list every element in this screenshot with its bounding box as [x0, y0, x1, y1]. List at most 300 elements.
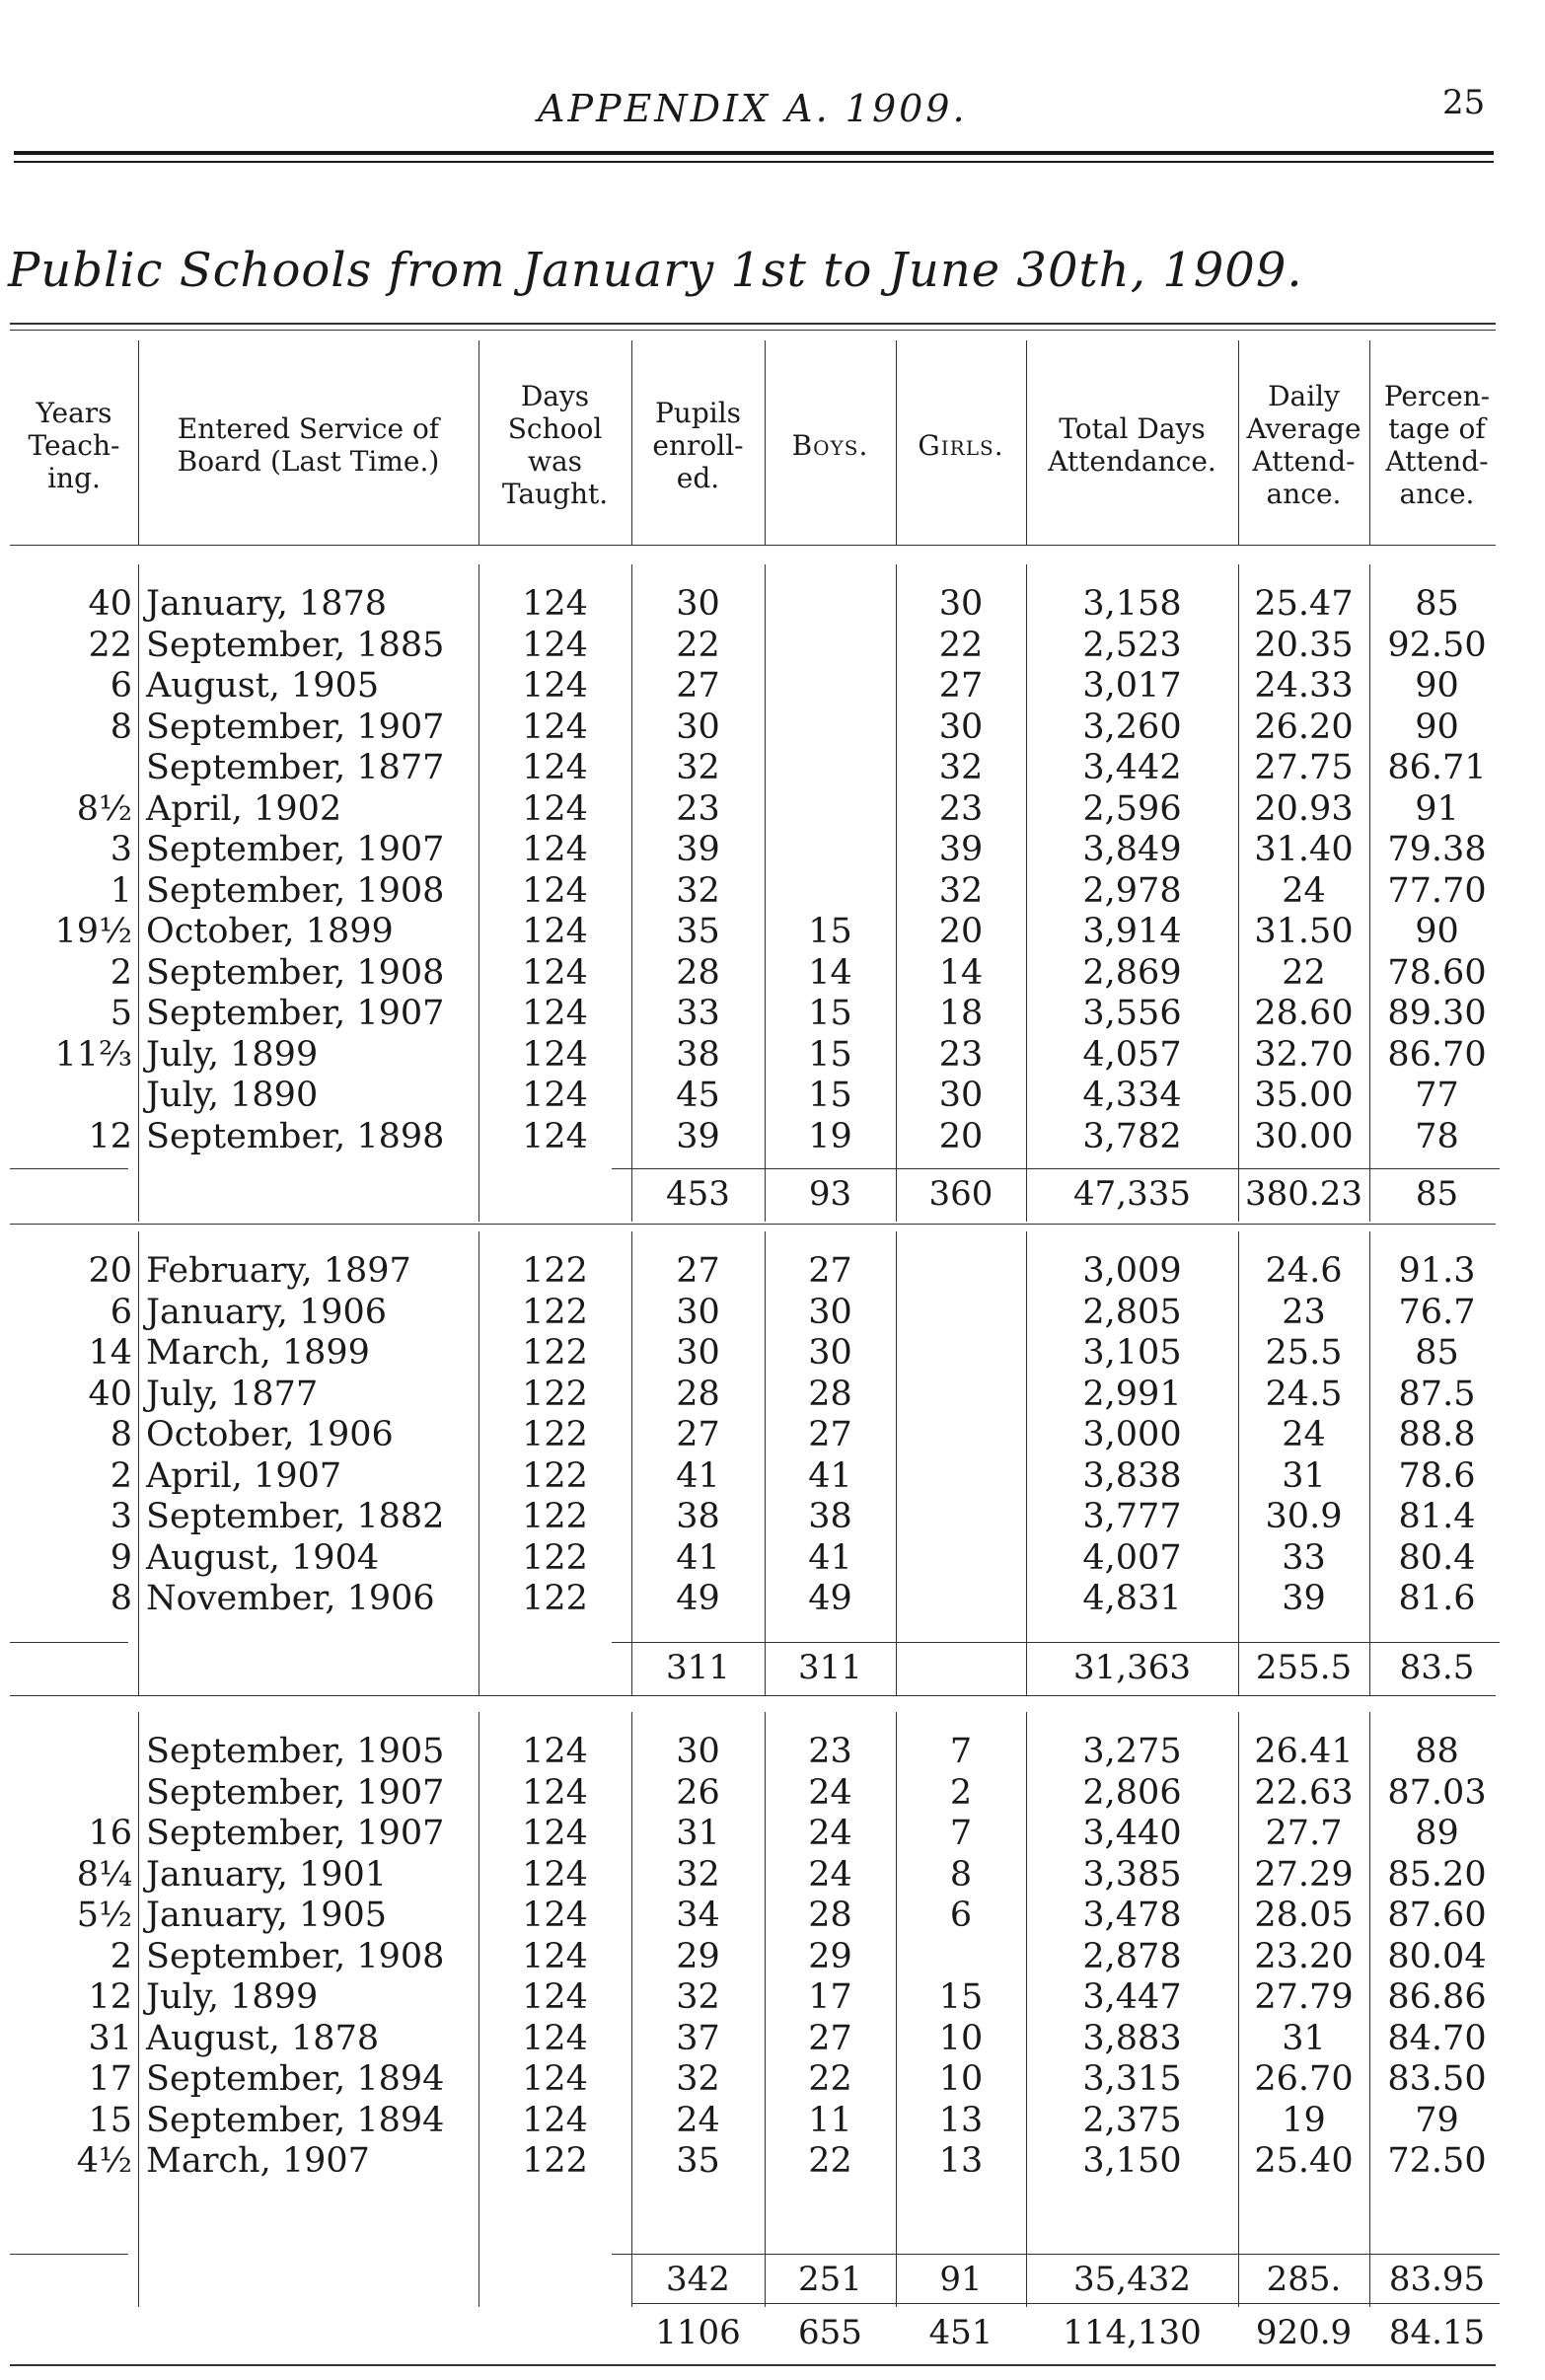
cell-boys: 28: [808, 1896, 852, 1935]
cell-daily-avg: 20.93: [1254, 788, 1354, 829]
cell-girls: 32: [938, 748, 984, 787]
cell-girls: 30: [938, 707, 984, 747]
cell-percentage: 92.50: [1387, 625, 1487, 665]
cell-years: 40: [88, 1374, 132, 1414]
cell-total-days: 3,150: [1082, 2141, 1182, 2181]
cell-years: 16: [88, 1814, 132, 1853]
cell-years: 8½: [76, 788, 132, 829]
cell-daily-avg: 20.35: [1254, 625, 1354, 665]
cell-years: 8: [110, 1415, 132, 1454]
column-rule: [138, 564, 139, 1222]
column-header-label: Days School was Taught.: [501, 380, 609, 510]
cell-entered: September, 1907: [146, 707, 445, 747]
total-boys: 655: [798, 2313, 862, 2352]
cell-percentage: 85: [1415, 584, 1459, 624]
cell-days: 124: [522, 1772, 588, 1813]
cell-percentage: 80.4: [1398, 1537, 1476, 1578]
cell-boys: 27: [808, 2018, 852, 2058]
cell-boys: 27: [808, 1251, 852, 1291]
cell-entered: February, 1897: [146, 1251, 411, 1291]
cell-girls: 10: [938, 2059, 984, 2099]
cell-days: 124: [522, 1732, 588, 1771]
cell-days: 122: [522, 1333, 588, 1373]
cell-pupils: 28: [676, 1374, 720, 1414]
head-rule-thin: [14, 161, 1494, 163]
cell-pupils: 32: [676, 870, 720, 911]
cell-boys: 41: [808, 1537, 852, 1578]
cell-boys: 15: [808, 994, 852, 1033]
cell-entered: January, 1905: [146, 1896, 388, 1935]
group-end-rule: [10, 1695, 1496, 1696]
total-percentage: 85: [1415, 1174, 1459, 1214]
subtotal-rule: [612, 1168, 1500, 1169]
cell-days: 124: [522, 748, 588, 787]
cell-daily-avg: 31.40: [1254, 830, 1354, 869]
cell-entered: October, 1906: [146, 1415, 394, 1454]
cell-percentage: 79: [1415, 2100, 1459, 2140]
cell-boys: 14: [808, 952, 852, 993]
cell-daily-avg: 26.41: [1254, 1732, 1354, 1771]
cell-pupils: 23: [676, 788, 720, 829]
cell-percentage: 78.6: [1398, 1455, 1476, 1496]
column-rule: [896, 340, 897, 545]
cell-total-days: 4,334: [1082, 1076, 1182, 1115]
cell-years: 14: [88, 1333, 132, 1373]
column-rule: [631, 340, 632, 545]
running-head: [0, 83, 1545, 136]
group-end-rule: [10, 1224, 1496, 1225]
cell-pupils: 32: [676, 1854, 720, 1895]
cell-pupils: 30: [676, 1732, 720, 1771]
cell-boys: 30: [808, 1292, 852, 1332]
cell-years: 11⅔: [54, 1034, 132, 1075]
cell-entered: August, 1878: [146, 2018, 380, 2058]
cell-daily-avg: 27.7: [1265, 1814, 1343, 1853]
cell-percentage: 78.60: [1387, 952, 1487, 993]
column-header-daily-avg: [1238, 345, 1369, 545]
cell-girls: 10: [938, 2018, 984, 2058]
cell-pupils: 27: [676, 666, 720, 706]
cell-percentage: 86.71: [1387, 748, 1487, 787]
column-rule: [765, 340, 766, 545]
column-header-label: Total Days Attendance.: [1048, 412, 1216, 478]
total-boys: 93: [808, 1174, 852, 1214]
cell-percentage: 87.5: [1398, 1374, 1476, 1414]
cell-percentage: 85: [1415, 1333, 1459, 1373]
cell-days: 124: [522, 707, 588, 747]
cell-girls: 6: [949, 1896, 973, 1935]
cell-total-days: 3,105: [1082, 1333, 1182, 1373]
cell-daily-avg: 25.5: [1265, 1333, 1343, 1373]
cell-daily-avg: 31: [1282, 1455, 1326, 1496]
cell-days: 124: [522, 2100, 588, 2140]
cell-pupils: 33: [676, 994, 720, 1033]
column-header-years: [10, 345, 138, 545]
cell-boys: 24: [808, 1854, 852, 1895]
cell-total-days: 3,385: [1082, 1854, 1182, 1895]
cell-entered: September, 1877: [146, 748, 445, 787]
cell-entered: August, 1904: [146, 1537, 380, 1578]
cell-entered: January, 1901: [146, 1854, 388, 1895]
cell-daily-avg: 28.05: [1254, 1896, 1354, 1935]
column-header-label: Boys.: [791, 428, 869, 462]
appendix-title: APPENDIX A. 1909.: [538, 87, 968, 130]
column-header-label: Girls.: [918, 428, 1004, 462]
cell-days: 124: [522, 625, 588, 665]
cell-percentage: 79.38: [1387, 830, 1487, 869]
cell-girls: 18: [938, 994, 984, 1033]
cell-entered: April, 1902: [146, 788, 342, 829]
cell-boys: 29: [808, 1936, 852, 1976]
cell-entered: October, 1899: [146, 912, 394, 951]
cell-entered: August, 1905: [146, 666, 380, 706]
cell-entered: March, 1907: [146, 2141, 370, 2181]
cell-total-days: 3,275: [1082, 1732, 1182, 1771]
cell-girls: 30: [938, 1076, 984, 1115]
cell-girls: 13: [938, 2100, 984, 2140]
cell-days: 124: [522, 666, 588, 706]
cell-total-days: 3,556: [1082, 994, 1182, 1033]
cell-years: 8: [110, 1579, 132, 1618]
cell-percentage: 85.20: [1387, 1854, 1487, 1895]
cell-girls: 30: [938, 584, 984, 624]
column-rule: [1238, 340, 1239, 545]
cell-girls: 32: [938, 870, 984, 911]
cell-entered: September, 1882: [146, 1497, 445, 1536]
total-boys: 251: [798, 2260, 862, 2299]
table-top-rule: [10, 330, 1496, 331]
cell-entered: September, 1894: [146, 2059, 445, 2099]
cell-days: 124: [522, 2018, 588, 2058]
cell-pupils: 34: [676, 1896, 720, 1935]
cell-total-days: 3,447: [1082, 1977, 1182, 2017]
subtotal-rule-left: [10, 1168, 128, 1169]
cell-boys: 15: [808, 912, 852, 951]
cell-pupils: 45: [676, 1076, 720, 1115]
cell-boys: 15: [808, 1034, 852, 1075]
cell-total-days: 3,017: [1082, 666, 1182, 706]
table-caption: Public Schools from January 1st to June 30th, 1909.: [8, 243, 1303, 298]
cell-daily-avg: 24.33: [1254, 666, 1354, 706]
cell-pupils: 26: [676, 1772, 720, 1813]
cell-daily-avg: 22.63: [1254, 1772, 1354, 1813]
total-girls: 451: [928, 2313, 993, 2352]
cell-total-days: 2,978: [1082, 870, 1182, 911]
cell-entered: September, 1885: [146, 625, 445, 665]
cell-boys: 28: [808, 1374, 852, 1414]
cell-entered: September, 1905: [146, 1732, 445, 1771]
cell-percentage: 86.86: [1387, 1977, 1487, 2017]
cell-girls: 20: [938, 912, 984, 951]
cell-boys: 11: [808, 2100, 852, 2140]
cell-pupils: 41: [676, 1455, 720, 1496]
cell-girls: 13: [938, 2141, 984, 2181]
cell-days: 124: [522, 870, 588, 911]
cell-girls: 20: [938, 1116, 984, 1156]
cell-percentage: 91.3: [1398, 1251, 1476, 1291]
cell-percentage: 88.8: [1398, 1415, 1476, 1454]
cell-pupils: 32: [676, 2059, 720, 2099]
cell-total-days: 3,009: [1082, 1251, 1182, 1291]
column-rule: [138, 1231, 139, 1695]
total-pupils: 453: [666, 1174, 730, 1214]
cell-days: 122: [522, 1579, 588, 1618]
cell-years: 12: [88, 1116, 132, 1156]
cell-entered: September, 1908: [146, 870, 445, 911]
cell-boys: 30: [808, 1333, 852, 1373]
total-daily-avg: 285.: [1266, 2260, 1342, 2299]
cell-total-days: 2,523: [1082, 625, 1182, 665]
total-pupils: 342: [666, 2260, 730, 2299]
cell-girls: 15: [938, 1977, 984, 2017]
column-header-label: Daily Average Attend-ance.: [1246, 380, 1361, 510]
cell-days: 124: [522, 1977, 588, 2017]
cell-pupils: 39: [676, 830, 720, 869]
cell-percentage: 76.7: [1398, 1292, 1476, 1332]
cell-entered: September, 1907: [146, 1814, 445, 1853]
cell-daily-avg: 26.20: [1254, 707, 1354, 747]
column-header-girls: [896, 345, 1026, 545]
cell-pupils: 28: [676, 952, 720, 993]
cell-years: 17: [88, 2059, 132, 2099]
cell-daily-avg: 24.5: [1265, 1374, 1343, 1414]
cell-percentage: 81.6: [1398, 1579, 1476, 1618]
cell-days: 122: [522, 1251, 588, 1291]
cell-percentage: 77: [1415, 1076, 1459, 1115]
cell-percentage: 90: [1415, 707, 1459, 747]
cell-daily-avg: 30.00: [1254, 1116, 1354, 1156]
cell-girls: 27: [938, 666, 984, 706]
cell-entered: September, 1894: [146, 2100, 445, 2140]
cell-daily-avg: 22: [1282, 952, 1326, 993]
cell-years: 31: [88, 2018, 132, 2058]
cell-years: 5½: [76, 1896, 132, 1935]
cell-entered: September, 1907: [146, 830, 445, 869]
total-girls: 91: [939, 2260, 983, 2299]
cell-pupils: 30: [676, 707, 720, 747]
head-rule: [14, 151, 1494, 155]
grand-total-rule: [631, 2303, 1500, 2304]
cell-daily-avg: 39: [1282, 1579, 1326, 1618]
cell-years: 3: [110, 830, 132, 869]
cell-years: 20: [88, 1251, 132, 1291]
cell-days: 124: [522, 1076, 588, 1115]
cell-daily-avg: 33: [1282, 1537, 1326, 1578]
cell-days: 122: [522, 1497, 588, 1536]
cell-pupils: 38: [676, 1034, 720, 1075]
column-header-label: Pupils enroll-ed.: [652, 396, 744, 494]
cell-total-days: 4,057: [1082, 1034, 1182, 1075]
cell-percentage: 91: [1415, 788, 1459, 829]
cell-daily-avg: 27.79: [1254, 1977, 1354, 2017]
cell-entered: September, 1907: [146, 994, 445, 1033]
cell-girls: 39: [938, 830, 984, 869]
total-daily-avg: 920.9: [1255, 2313, 1353, 2352]
cell-percentage: 89: [1415, 1814, 1459, 1853]
cell-entered: September, 1898: [146, 1116, 445, 1156]
cell-boys: 17: [808, 1977, 852, 2017]
column-header-label: Entered Service of Board (Last Time.): [177, 412, 440, 478]
cell-daily-avg: 25.40: [1254, 2141, 1354, 2181]
cell-years: 6: [110, 1292, 132, 1332]
cell-pupils: 31: [676, 1814, 720, 1853]
cell-total-days: 3,260: [1082, 707, 1182, 747]
cell-total-days: 3,838: [1082, 1455, 1182, 1496]
total-total-days: 35,432: [1073, 2260, 1191, 2299]
cell-total-days: 3,315: [1082, 2059, 1182, 2099]
page-number: 25: [1442, 83, 1486, 122]
cell-total-days: 3,782: [1082, 1116, 1182, 1156]
subtotal-rule: [612, 2254, 1500, 2255]
cell-daily-avg: 31.50: [1254, 912, 1354, 951]
column-rule: [478, 340, 479, 545]
cell-days: 122: [522, 1415, 588, 1454]
cell-boys: 38: [808, 1497, 852, 1536]
cell-days: 124: [522, 1936, 588, 1976]
column-rule: [138, 340, 139, 545]
cell-daily-avg: 24.6: [1265, 1251, 1343, 1291]
cell-days: 124: [522, 1034, 588, 1075]
cell-total-days: 3,440: [1082, 1814, 1182, 1853]
cell-pupils: 37: [676, 2018, 720, 2058]
cell-pupils: 41: [676, 1537, 720, 1578]
column-header-label: Percen-tage of Attend-ance.: [1383, 380, 1491, 510]
cell-daily-avg: 23.20: [1254, 1936, 1354, 1976]
cell-daily-avg: 30.9: [1265, 1497, 1343, 1536]
cell-boys: 19: [808, 1116, 852, 1156]
cell-total-days: 3,000: [1082, 1415, 1182, 1454]
cell-days: 124: [522, 830, 588, 869]
total-daily-avg: 380.23: [1245, 1174, 1362, 1214]
cell-pupils: 22: [676, 625, 720, 665]
column-header-days: [478, 345, 631, 545]
cell-years: 8: [110, 707, 132, 747]
total-percentage: 83.95: [1388, 2260, 1486, 2299]
cell-total-days: 3,478: [1082, 1896, 1182, 1935]
cell-total-days: 2,991: [1082, 1374, 1182, 1414]
total-total-days: 114,130: [1063, 2313, 1202, 2352]
cell-days: 122: [522, 1455, 588, 1496]
cell-days: 124: [522, 788, 588, 829]
column-header-label: Years Teach-ing.: [28, 396, 120, 494]
cell-pupils: 27: [676, 1251, 720, 1291]
cell-years: 9: [110, 1537, 132, 1578]
total-pupils: 1106: [655, 2313, 741, 2352]
cell-girls: 22: [938, 625, 984, 665]
cell-entered: September, 1908: [146, 1936, 445, 1976]
cell-entered: July, 1890: [146, 1076, 319, 1115]
cell-boys: 15: [808, 1076, 852, 1115]
cell-days: 122: [522, 1292, 588, 1332]
cell-pupils: 38: [676, 1497, 720, 1536]
cell-entered: January, 1906: [146, 1292, 388, 1332]
total-pupils: 311: [666, 1648, 730, 1687]
cell-days: 122: [522, 2141, 588, 2181]
cell-daily-avg: 25.47: [1254, 584, 1354, 624]
cell-years: 1: [110, 870, 132, 911]
cell-daily-avg: 31: [1282, 2018, 1326, 2058]
header-bottom-rule: [10, 545, 1496, 546]
cell-years: 2: [110, 952, 132, 993]
cell-years: 4½: [76, 2141, 132, 2181]
cell-total-days: 4,007: [1082, 1537, 1182, 1578]
cell-daily-avg: 24: [1282, 1415, 1326, 1454]
cell-total-days: 3,777: [1082, 1497, 1182, 1536]
cell-years: 2: [110, 1455, 132, 1496]
cell-daily-avg: 24: [1282, 870, 1326, 911]
cell-entered: July, 1899: [146, 1034, 319, 1075]
cell-entered: April, 1907: [146, 1455, 342, 1496]
cell-pupils: 27: [676, 1415, 720, 1454]
total-total-days: 47,335: [1073, 1174, 1191, 1214]
cell-girls: 14: [938, 952, 984, 993]
cell-girls: 23: [938, 788, 984, 829]
cell-days: 124: [522, 994, 588, 1033]
cell-entered: September, 1907: [146, 1772, 445, 1813]
cell-total-days: 2,806: [1082, 1772, 1182, 1813]
cell-percentage: 72.50: [1387, 2141, 1487, 2181]
cell-percentage: 88: [1415, 1732, 1459, 1771]
cell-percentage: 84.70: [1387, 2018, 1487, 2058]
cell-percentage: 90: [1415, 912, 1459, 951]
cell-daily-avg: 26.70: [1254, 2059, 1354, 2099]
cell-entered: July, 1899: [146, 1977, 319, 2017]
cell-years: 8¼: [76, 1854, 132, 1895]
column-header-boys: [765, 345, 896, 545]
cell-pupils: 30: [676, 1333, 720, 1373]
cell-total-days: 3,883: [1082, 2018, 1182, 2058]
cell-percentage: 86.70: [1387, 1034, 1487, 1075]
cell-percentage: 78: [1415, 1116, 1459, 1156]
cell-years: 2: [110, 1936, 132, 1976]
cell-daily-avg: 35.00: [1254, 1076, 1354, 1115]
column-header-entered: [138, 345, 478, 545]
cell-girls: 8: [949, 1854, 973, 1895]
cell-total-days: 3,914: [1082, 912, 1182, 951]
cell-years: 12: [88, 1977, 132, 2017]
cell-days: 122: [522, 1374, 588, 1414]
total-percentage: 83.5: [1399, 1648, 1475, 1687]
cell-entered: July, 1877: [146, 1374, 319, 1414]
cell-entered: March, 1899: [146, 1333, 370, 1373]
cell-total-days: 2,375: [1082, 2100, 1182, 2140]
cell-years: 15: [88, 2100, 132, 2140]
cell-percentage: 80.04: [1387, 1936, 1487, 1976]
column-rule: [138, 1712, 139, 2307]
cell-entered: November, 1906: [146, 1579, 435, 1618]
cell-percentage: 87.60: [1387, 1896, 1487, 1935]
cell-boys: 24: [808, 1814, 852, 1853]
cell-girls: 7: [949, 1814, 973, 1853]
cell-boys: 23: [808, 1732, 852, 1771]
cell-total-days: 3,849: [1082, 830, 1182, 869]
cell-days: 124: [522, 2059, 588, 2099]
cell-days: 124: [522, 1896, 588, 1935]
column-header-total-days: [1026, 345, 1238, 545]
cell-total-days: 4,831: [1082, 1579, 1182, 1618]
cell-pupils: 49: [676, 1579, 720, 1618]
cell-days: 124: [522, 952, 588, 993]
cell-total-days: 3,158: [1082, 584, 1182, 624]
cell-years: 3: [110, 1497, 132, 1536]
cell-pupils: 35: [676, 2141, 720, 2181]
cell-pupils: 32: [676, 748, 720, 787]
cell-daily-avg: 23: [1282, 1292, 1326, 1332]
cell-total-days: 2,596: [1082, 788, 1182, 829]
total-daily-avg: 255.5: [1255, 1648, 1353, 1687]
cell-total-days: 3,442: [1082, 748, 1182, 787]
cell-boys: 49: [808, 1579, 852, 1618]
